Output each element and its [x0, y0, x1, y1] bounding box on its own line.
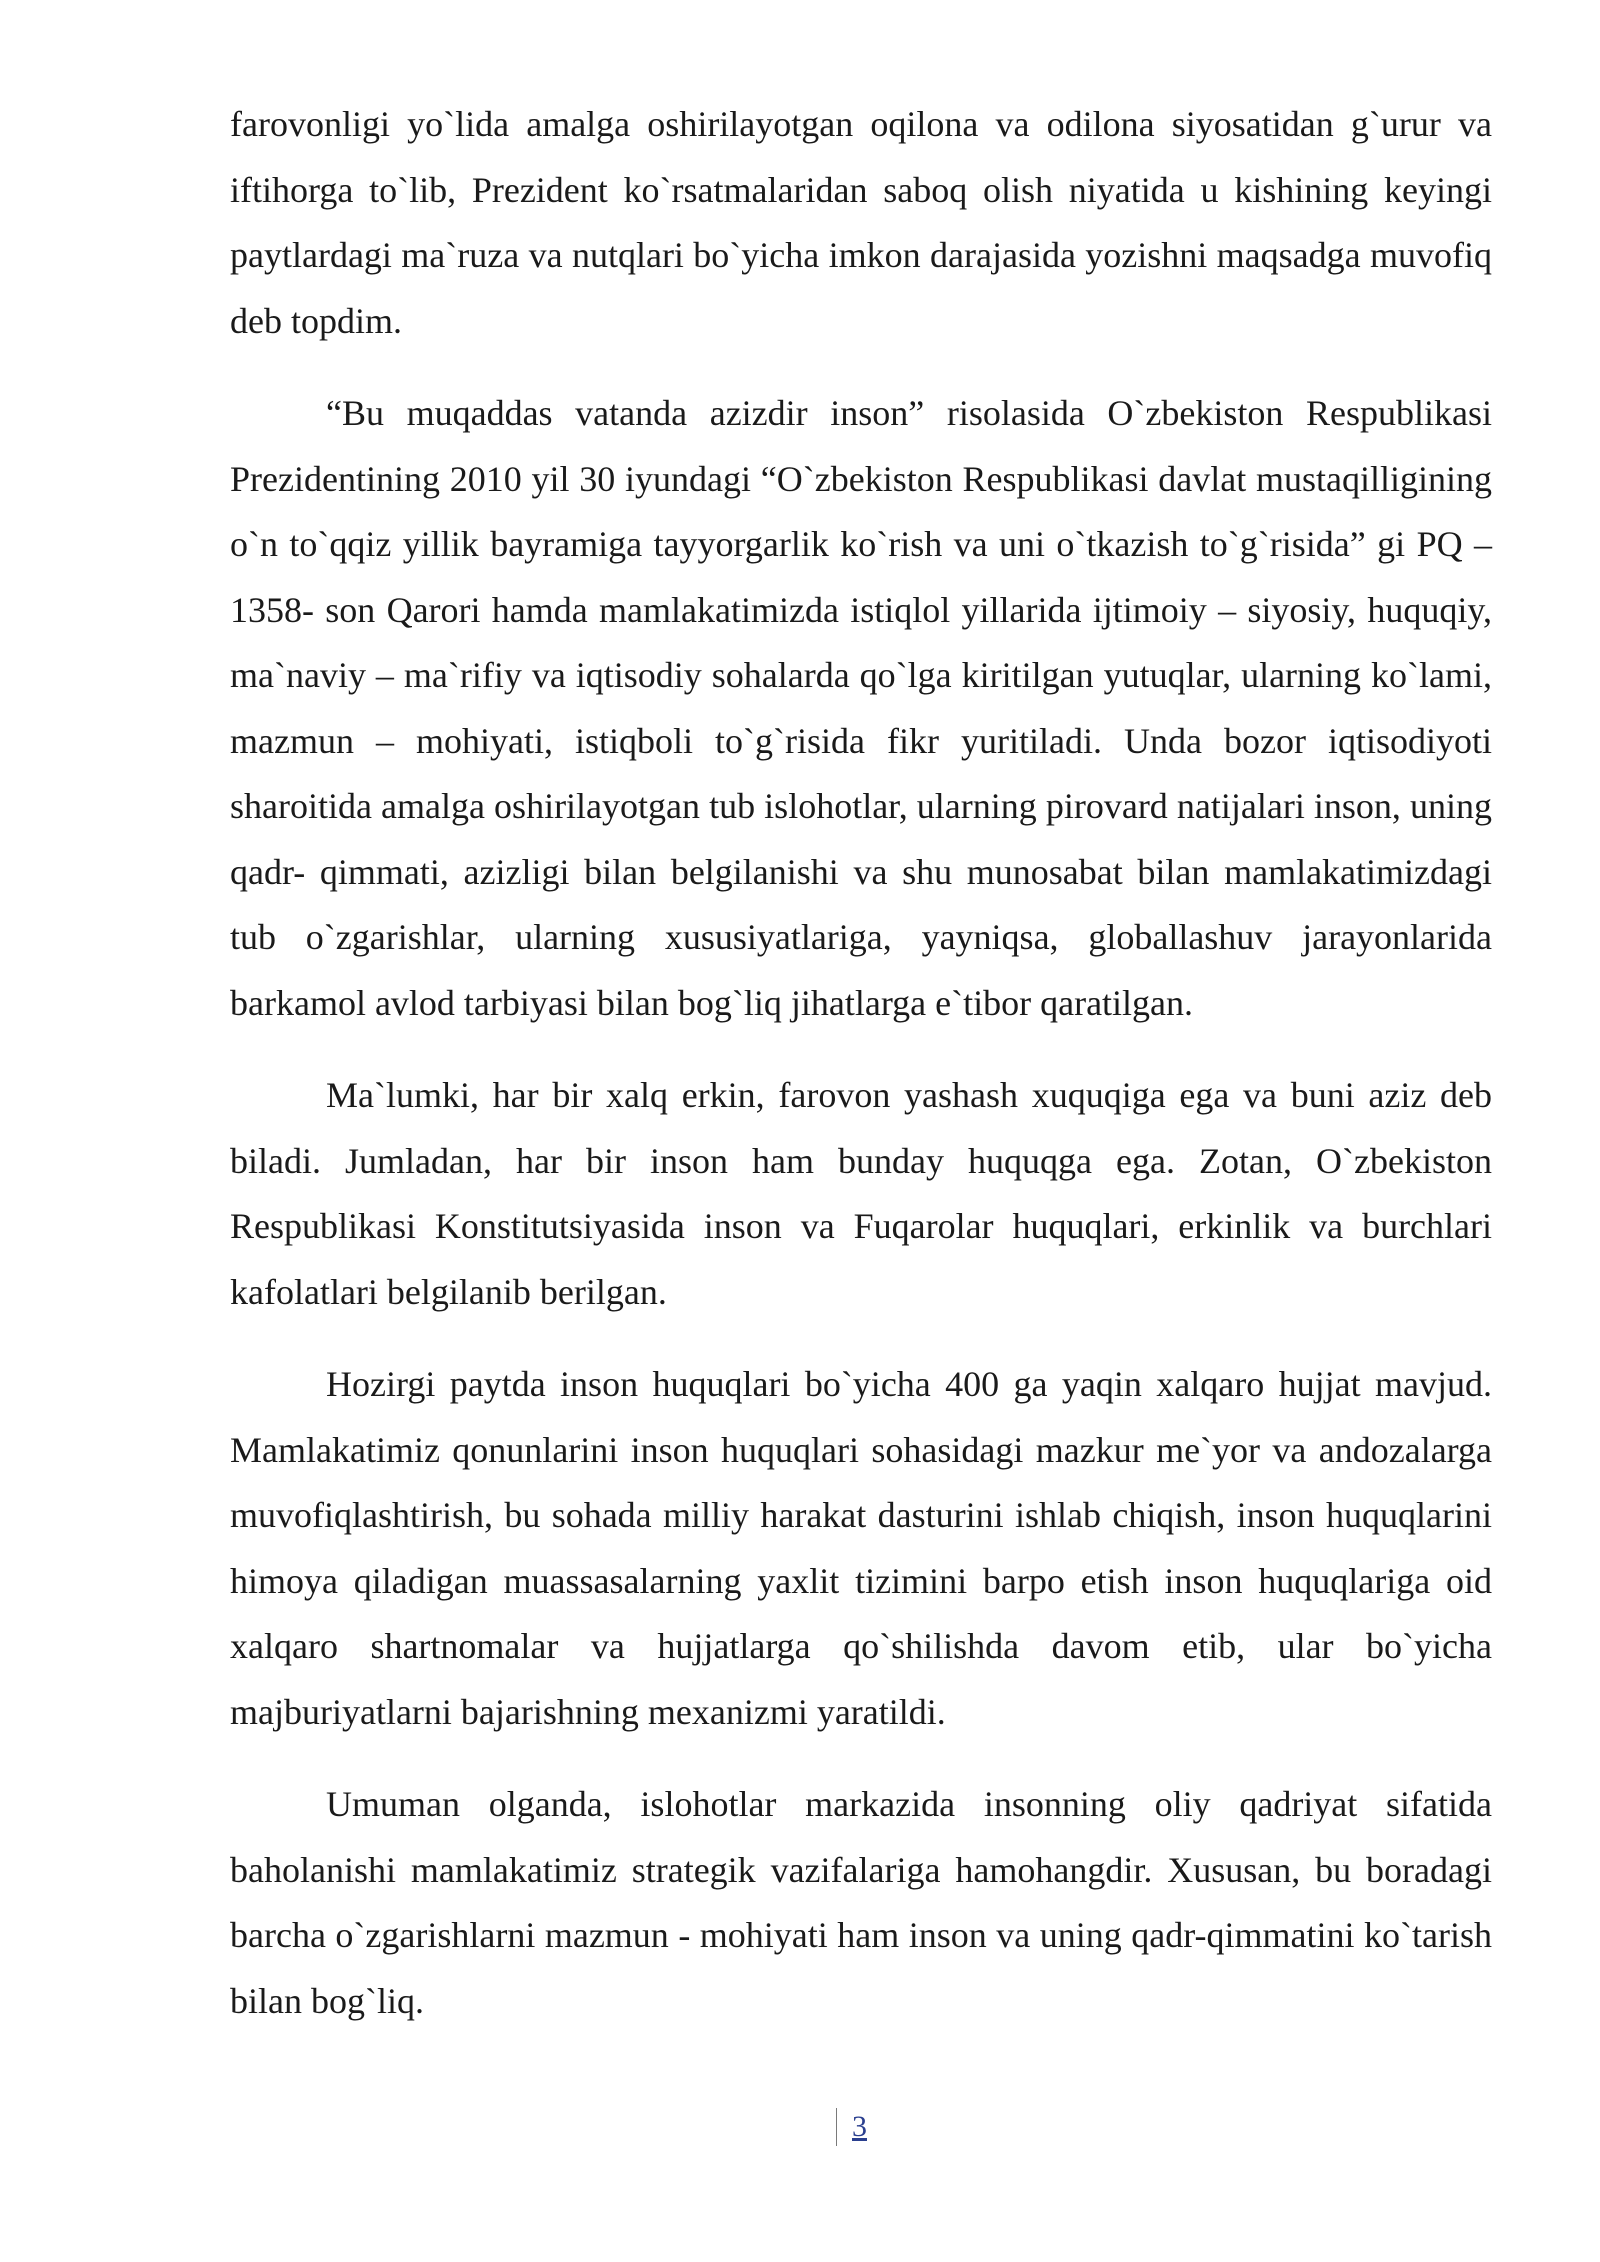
paragraph-1: farovonligi yo`lida amalga oshirilayotgan oqilona va odilona siyosatidan g`urur va iftihorga to`lib, Prezident ko`rsatmalaridan saboq olish niyatida u kishining keyingi paytlardagi ma`ruza va nutqlari bo`yicha imkon darajasida yozishni maqsadga muvofiq deb topdim.: [230, 104, 1492, 341]
footer-divider: [836, 2108, 837, 2146]
paragraph-2: “Bu muqaddas vatanda azizdir inson” risolasida O`zbekiston Respublikasi Prezidentining 2010 yil 30 iyundagi “O`zbekiston Respublikasi davlat mustaqilligining o`n to`qqiz yillik bayramiga tayyorgarlik ko`rish va uni o`tkazish to`g`risida” gi PQ – 1358- son Qarori hamda mamlakatimizda istiqlol yillarida ijtimoiy – siyosiy, huquqiy, ma`naviy – ma`rifiy va iqtisodiy sohalarda qo`lga kiritilgan yutuqlar, ularning ko`lami, mazmun – mohiyati, istiqboli to`g`risida fikr yuritiladi. Unda bozor iqtisodiyoti sharoitida amalga oshirilayotgan tub islohotlar, ularning pirovard natijalari inson, uning qadr- qimmati, azizligi bilan belgilanishi va shu munosabat bilan mamlakatimizdagi tub o`zgarishlar, ularning xususiyatlariga, yayniqsa, globallashuv jarayonlarida barkamol avlod tarbiyasi bilan bog`liq jihatlarga e`tibor qaratilgan.: [230, 393, 1492, 1023]
document-body: [230, 92, 1492, 2061]
paragraph-5: Umuman olganda, islohotlar markazida insonning oliy qadriyat sifatida baholanishi mamlakatimiz strategik vazifalariga hamohangdir. Xususan, bu boradagi barcha o`zgarishlarni mazmun - mohiyati ham inson va uning qadr-qimmatini ko`tarish bilan bog`liq.: [230, 1784, 1492, 2021]
page-footer: [0, 2108, 1600, 2148]
paragraph-4: Hozirgi paytda inson huquqlari bo`yicha 400 ga yaqin xalqaro hujjat mavjud. Mamlakatimiz qonunlarini inson huquqlari sohasidagi mazkur me`yor va andozalarga muvofiqlashtirish, bu sohada milliy harakat dasturini ishlab chiqish, inson huquqlarini himoya qiladigan muassasalarning yaxlit tizimini barpo etish inson huquqlariga oid xalqaro shartnomalar va hujjatlarga qo`shilishda davom etib, ular bo`yicha majburiyatlarni bajarishning mexanizmi yaratildi.: [230, 1364, 1492, 1732]
page-number-link[interactable]: 3: [852, 2110, 867, 2143]
paragraph-3: Ma`lumki, har bir xalq erkin, farovon yashash xuquqiga ega va buni aziz deb biladi. Jumladan, har bir inson ham bunday huquqga ega. Zotan, O`zbekiston Respublikasi Konstitutsiyasida inson va Fuqarolar huquqlari, erkinlik va burchlari kafolatlari belgilanib berilgan.: [230, 1075, 1492, 1312]
